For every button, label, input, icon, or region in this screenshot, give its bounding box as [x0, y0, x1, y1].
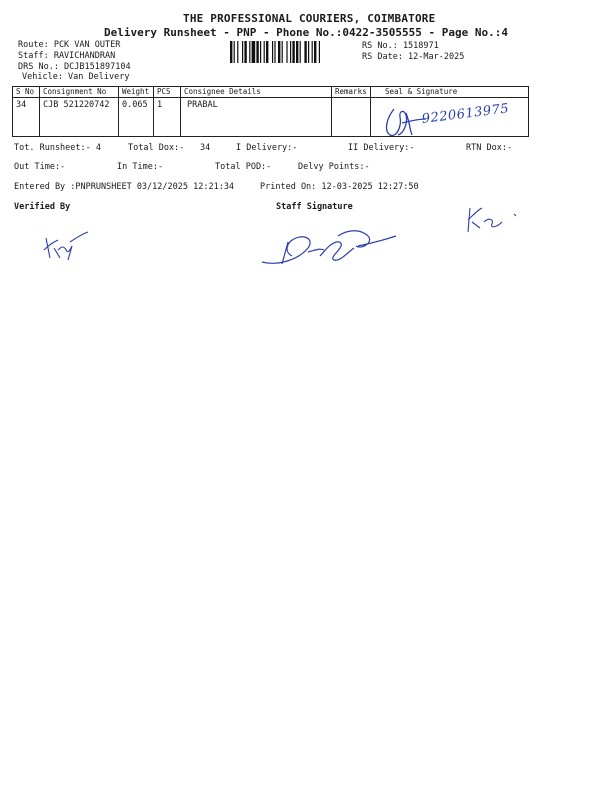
- handwritten-phone: 9220613975: [421, 101, 510, 127]
- barcode-bar: [296, 41, 298, 63]
- drs-number: DRS No.: DCJB151897104: [18, 62, 131, 72]
- col-consignment: Consignment No: [40, 87, 119, 98]
- i-delivery: I Delivery:-: [236, 143, 298, 153]
- table-header-row: [13, 87, 529, 98]
- cell-pcs: 1: [154, 98, 181, 137]
- ii-delivery: II Delivery:-: [348, 143, 415, 153]
- barcode-bar: [319, 41, 320, 63]
- barcode-bar: [292, 41, 294, 63]
- col-consignee: Consignee Details: [181, 87, 332, 98]
- barcode-bar: [237, 41, 238, 63]
- company-title: THE PROFESSIONAL COURIERS, COIMBATORE: [183, 12, 436, 25]
- printed-on: Printed On: 12-03-2025 12:27:50: [260, 182, 419, 192]
- delvy-points: Delvy Points:-: [298, 162, 370, 172]
- barcode-bar: [282, 41, 283, 63]
- barcode-bar: [252, 41, 256, 63]
- barcode-bar: [249, 41, 250, 63]
- cell-weight: 0.065: [119, 98, 154, 137]
- barcode-bar: [272, 41, 273, 63]
- barcode-bar: [278, 41, 280, 63]
- barcode-bar: [244, 41, 246, 63]
- in-time: In Time:-: [117, 162, 164, 172]
- barcode: [230, 41, 354, 63]
- cell-consignment: CJB 521220742: [40, 98, 119, 137]
- rs-number: RS No.: 1518971: [362, 41, 439, 51]
- barcode-bar: [234, 41, 235, 63]
- rtn-dox: RTN Dox:-: [466, 143, 513, 153]
- total-dox-label: Total Dox:-: [128, 143, 185, 153]
- rs-date: RS Date: 12-Mar-2025: [362, 52, 465, 62]
- col-seal-signature: Seal & Signature: [371, 87, 529, 98]
- route-label: Route: PCK VAN OUTER: [18, 40, 121, 50]
- barcode-bar: [304, 41, 306, 63]
- barcode-bar: [290, 41, 291, 63]
- barcode-bar: [264, 41, 265, 63]
- out-time: Out Time:-: [14, 162, 66, 172]
- col-pcs: PCS: [154, 87, 181, 98]
- total-pod: Total POD:-: [215, 162, 272, 172]
- staff-signature-label: Staff Signature: [276, 202, 353, 212]
- barcode-bar: [286, 41, 287, 63]
- barcode-bar: [260, 41, 261, 63]
- barcode-bar: [256, 41, 258, 63]
- barcode-bar: [308, 41, 309, 63]
- barcode-bar: [312, 41, 313, 63]
- verified-by-label: Verified By: [14, 202, 71, 212]
- staff-label: Staff: RAVICHANDRAN: [18, 51, 116, 61]
- cell-sno: 34: [13, 98, 40, 137]
- total-dox-value: 34: [200, 143, 211, 153]
- cell-remarks: [332, 98, 371, 137]
- vehicle-label: Vehicle: Van Delivery: [22, 72, 130, 82]
- staff-signature: [258, 222, 403, 270]
- barcode-bar: [230, 41, 232, 63]
- barcode-bar: [242, 41, 243, 63]
- barcode-bar: [300, 41, 301, 63]
- barcode-bar: [274, 41, 275, 63]
- barcode-bar: [314, 41, 316, 63]
- entered-by: Entered By :PNPRUNSHEET 03/12/2025 12:21:34: [14, 182, 235, 192]
- cell-consignee: PRABAL: [181, 98, 332, 137]
- col-sno: S No: [13, 87, 40, 98]
- tot-runsheet: Tot. Runsheet:- 4: [14, 143, 101, 153]
- barcode-bar: [266, 41, 268, 63]
- initials-signature: [464, 204, 524, 236]
- verifier-signature: [40, 228, 95, 263]
- runsheet-subtitle: Delivery Runsheet - PNP - Phone No.:0422-3505555 - Page No.:4: [104, 26, 508, 39]
- col-weight: Weight: [119, 87, 154, 98]
- col-remarks: Remarks: [332, 87, 371, 98]
